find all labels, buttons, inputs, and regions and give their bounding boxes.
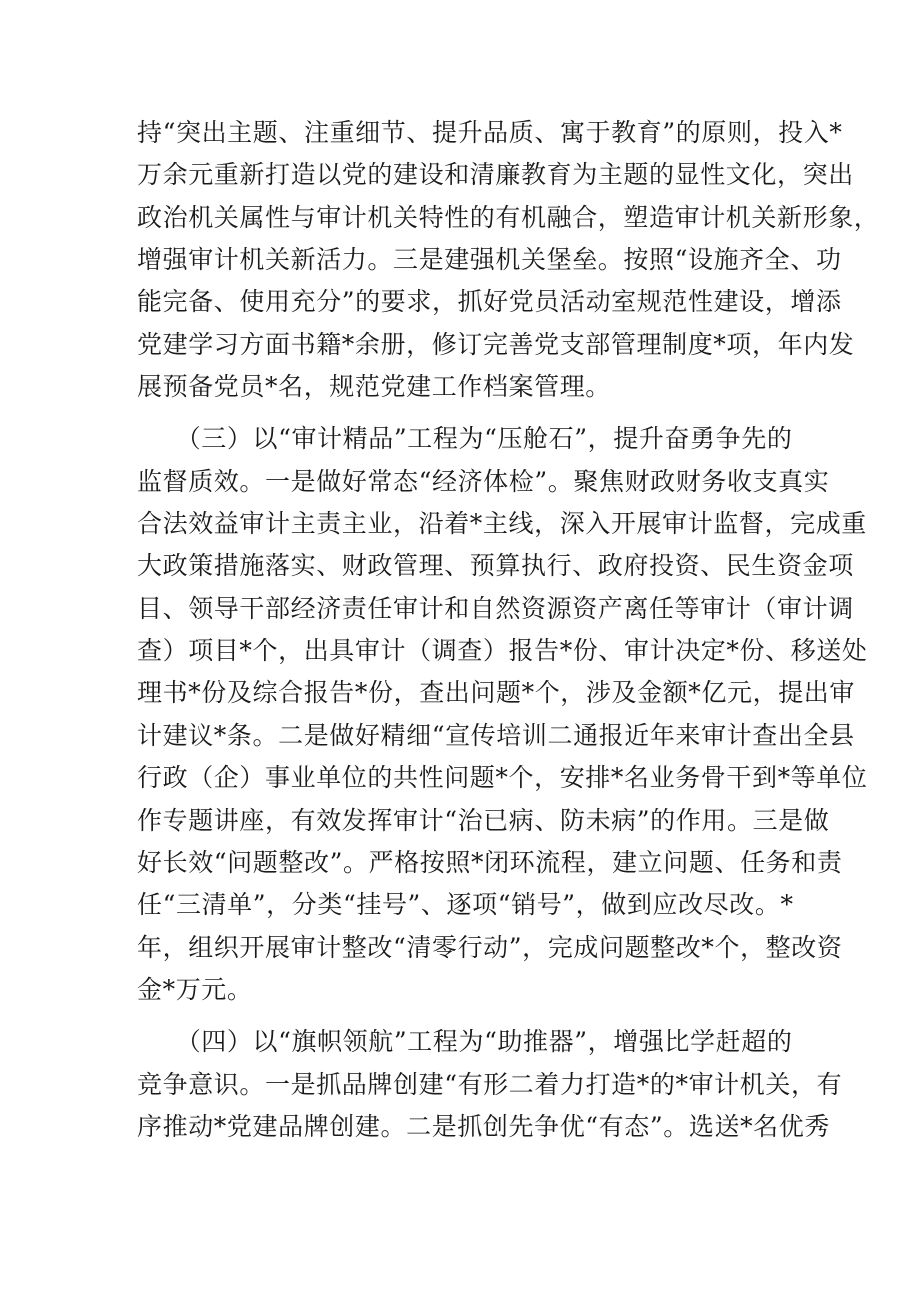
text-line: 序推动*党建品牌创建。二是抓创先争优“有态”。选送*名优秀 [137, 1111, 830, 1141]
text-line: 政治机关属性与审计机关特性的有机融合，塑造审计机关新形象， [137, 202, 880, 232]
text-line: 任“三清单”，分类“挂号”、逐项“销号”，做到应改尽改。* [137, 890, 794, 920]
text-line: 计建议*条。二是做好精细“宣传培训二通报近年来审计查出全县 [137, 720, 855, 750]
paragraph-audit-quality [137, 418, 868, 1011]
text-line: 增强审计机关新活力。三是建强机关堡垒。按照“设施齐全、功 [137, 245, 842, 275]
text-line: 行政（企）事业单位的共性问题*个，安排*名业务骨干到*等单位 [137, 763, 868, 793]
paragraph-party-building [137, 112, 880, 408]
text-line: 监督质效。一是做好常态“经济体检”。聚焦财政财务收支真实 [137, 466, 830, 496]
document-body [137, 112, 880, 1148]
text-line: 好长效“问题整改”。严格按照*闭环流程，建立问题、任务和责 [137, 847, 843, 877]
text-line: 年，组织开展审计整改“清零行动”，完成问题整改*个，整改资 [137, 932, 843, 962]
paragraph-flag-leading [137, 1021, 843, 1148]
text-line: 合法效益审计主责主业，沿着*主线，深入开展审计监督，完成重 [137, 509, 867, 539]
text-line: 目、领导干部经济责任审计和自然资源资产离任等审计（审计调 [137, 593, 854, 623]
text-line: 理书*份及综合报告*份，查出问题*个，涉及金额*亿元，提出审 [137, 678, 856, 708]
text-line: 大政策措施落实、财政管理、预算执行、政府投资、民生资金项 [137, 551, 854, 581]
paragraph-gap [137, 408, 787, 418]
text-line: （四）以“旗帜领航”工程为“助推器”，增强比学赶超的 [137, 1027, 793, 1057]
paragraph-gap [137, 1011, 787, 1021]
text-line: 持“突出主题、注重细节、提升品质、寓于教育”的原则，投入* [137, 118, 843, 147]
text-line: 万余元重新打造以党的建设和清廉教育为主题的显性文化，突出 [137, 160, 854, 190]
text-line: 展预备党员*名，规范党建工作档案管理。 [137, 372, 611, 402]
text-line: 查）项目*个，出具审计（调查）报告*份、审计决定*份、移送处 [137, 636, 868, 666]
text-line: 金*万元。 [137, 974, 253, 1004]
text-line: 作专题讲座，有效发挥审计“治已病、防未病”的作用。三是做 [137, 805, 830, 835]
text-line: 党建学习方面书籍*余册，修订完善党支部管理制度*项，年内发 [137, 329, 855, 359]
text-line: 能完备、使用充分”的要求，抓好党员活动室规范性建设，增添 [137, 287, 842, 317]
text-line: （三）以“审计精品”工程为“压舱石”，提升奋勇争先的 [137, 424, 793, 454]
text-line: 竞争意识。一是抓品牌创建“有形二着力打造*的*审计机关，有 [137, 1069, 843, 1099]
